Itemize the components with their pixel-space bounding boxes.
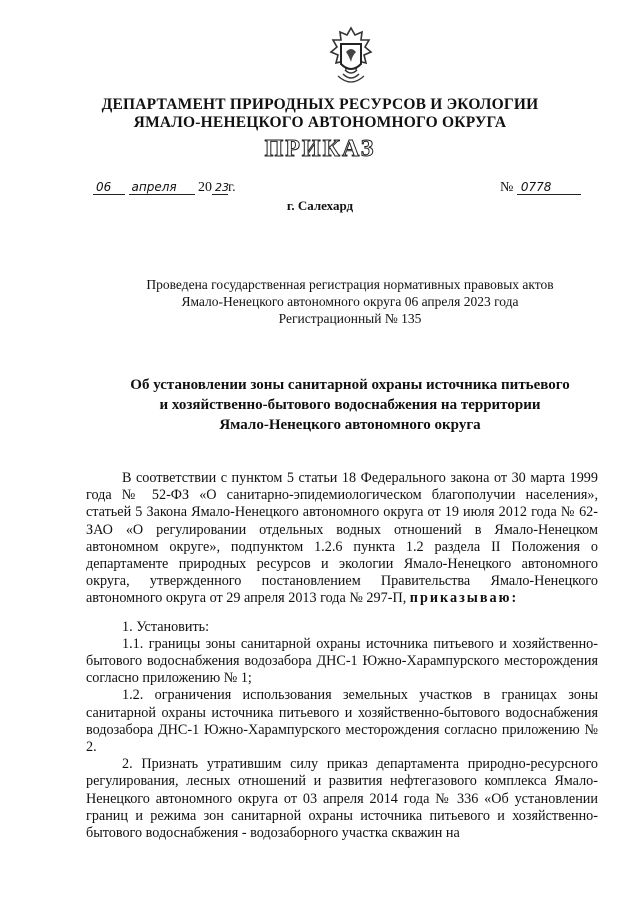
number-prefix: № bbox=[500, 180, 514, 195]
preamble-text: В соответствии с пунктом 5 статьи 18 Федерального закона от 30 марта 1999 года № 52-ФЗ «О санитарно-эпидемиологическом благополучии населения», статьей 5 Закона Ямало-Ненецкого автономного округа от 19 июля 2012 года № 62-ЗАО «О регулировании отдельных водных отношений в Ямало-Ненецком автономном округе», подпунктом 1.2.6 пункта 1.2 раздела II Положения о департаменте природных ресурсов и экологии Ямало-Ненецкого автономного округа, утвержденного постановлением Правительства Ямало-Ненецкого автономного округа от 29 апреля 2013 года № 297-П, bbox=[86, 470, 598, 607]
order-body bbox=[86, 470, 598, 842]
department-line-1: ДЕПАРТАМЕНТ ПРИРОДНЫХ РЕСУРСОВ И ЭКОЛОГИИ bbox=[101, 96, 539, 113]
subject-line-1: Об установлении зоны санитарной охраны источника питьевого bbox=[130, 377, 570, 393]
order-date bbox=[93, 180, 236, 196]
department-header bbox=[0, 96, 640, 132]
date-year-handwritten: 23 bbox=[212, 181, 228, 195]
coat-of-arms-icon bbox=[326, 26, 376, 88]
registration-line-2: Ямало-Ненецкого автономного округа 06 апреля 2023 года bbox=[181, 294, 519, 309]
registration-line-1: Проведена государственная регистрация нормативных правовых актов bbox=[146, 277, 554, 292]
subject-line-3: Ямало-Ненецкого автономного округа bbox=[219, 417, 481, 433]
city: г. Салехард bbox=[286, 198, 354, 213]
item-1: 1. Установить: bbox=[122, 618, 210, 635]
date-day: 06 bbox=[93, 180, 125, 195]
department-line-2: ЯМАЛО-НЕНЕЦКОГО АВТОНОМНОГО ОКРУГА bbox=[133, 114, 507, 131]
order-number bbox=[500, 180, 581, 196]
registration-line-3: Регистрационный № 135 bbox=[278, 311, 422, 326]
preamble-paragraph bbox=[86, 470, 598, 608]
date-suffix: г. bbox=[228, 180, 236, 195]
order-subject bbox=[0, 375, 640, 435]
order-word: приказываю: bbox=[409, 590, 519, 607]
date-month: апреля bbox=[129, 180, 195, 195]
date-year-prefix: 20 bbox=[198, 180, 212, 195]
subject-line-2: и хозяйственно-бытового водоснабжения на территории bbox=[159, 397, 541, 413]
document-type-title: ПРИКАЗ bbox=[264, 136, 376, 162]
registration-note bbox=[0, 276, 640, 327]
item-2: 2. Признать утратившим силу приказ департамента природно-ресурсного регулирования, лесных отношений и развития нефтегазового комплекса Ямало-Ненецкого автономного округа от 03 апреля 2014 года № 336 «Об установлении границ и режима зон санитарной охраны источника питьевого и хозяйственно-бытового водоснабжения - водозаборного участка скважин на bbox=[86, 756, 598, 842]
item-1-1: 1.1. границы зоны санитарной охраны источника питьевого и хозяйственно-бытового водоснабжения водозабора ДНС-1 Южно-Харампурского месторождения согласно приложению № 1; bbox=[86, 635, 598, 687]
item-1-2: 1.2. ограничения использования земельных участков в границах зоны санитарной охраны источника питьевого и хозяйственно-бытового водоснабжения водозабора ДНС-1 Южно-Харампурского месторождения согласно приложению № 2. bbox=[86, 687, 598, 756]
number-value: 0778 bbox=[517, 180, 581, 195]
